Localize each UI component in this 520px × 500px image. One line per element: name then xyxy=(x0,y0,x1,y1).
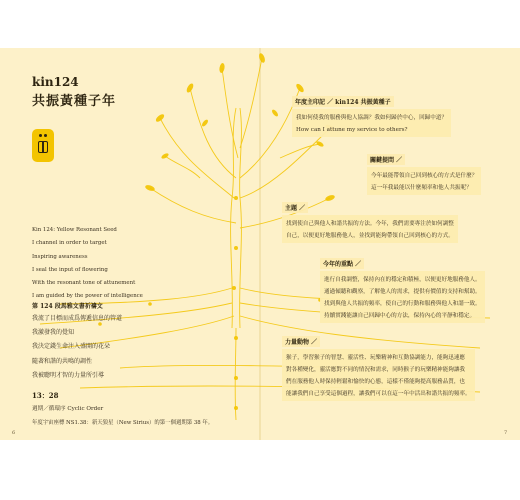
kin-code: kin124 xyxy=(32,75,79,89)
annual-seal-block xyxy=(292,96,451,137)
key-question-line: 今年最能帶領自己回到核心的方式是什麼？ xyxy=(371,173,478,179)
glyph-dot xyxy=(44,134,47,137)
prayer-chinese xyxy=(32,312,122,383)
glyph-bar xyxy=(42,141,44,153)
theme-heading: 主題 ／ xyxy=(282,202,308,213)
power-animal-line: 猴子，學習猴子的智慧、靈活性、玩樂精神和互動協調能力，能夠迅速應 xyxy=(286,355,466,361)
focus-line: 找到與他人共振的頻率，使自己的行動和服務與他人和諧一致。 xyxy=(324,301,481,307)
affirmation-line: I seal the input of flowering xyxy=(32,266,108,273)
power-animal-line: 能讓我們自己享受這個過程，讓我們可以在這一年中活出和諧共振的頻率。 xyxy=(286,391,471,397)
power-animal-line: 們在服務他人時保持輕鬆和愉快的心態，這樣不僅能夠提高服務品質，也 xyxy=(286,379,466,385)
theme-line: 自己，以便更好地服務他人，並找到能夠帶領自己回到核心的方式。 xyxy=(286,233,454,239)
prayer-line: 我被聰明才智的力量所引導 xyxy=(32,371,105,379)
prayer-line: 我決定錢生命注入盛開的花朵 xyxy=(32,343,111,351)
affirmation-line: With the resonant tone of attunement xyxy=(32,280,136,287)
power-animal-line: 對各種變化，靈活應對不同的情況和需求，同時猴子的玩樂精神能夠讓我 xyxy=(286,367,466,373)
affirmation-line: I am guided by the power of intelligence xyxy=(32,293,143,300)
theme-block xyxy=(282,202,458,243)
annual-seal-line: 我如何使我的服務與他人協調？我如何歸於中心，回歸中道？ xyxy=(296,115,448,121)
key-question-block xyxy=(367,154,481,195)
page-number-left: 6 xyxy=(12,430,16,436)
power-animal-block xyxy=(282,336,475,401)
yellow-seed-glyph-icon xyxy=(32,129,54,162)
key-question-line: 這一年我最能以什麼頻率和他人共振呢？ xyxy=(371,185,472,191)
annual-seal-line: How can I attune my service to others? xyxy=(296,127,408,133)
focus-heading: 今年的重點 ／ xyxy=(320,258,364,269)
annual-seal-heading: 年度主印記 ／ kin124 共振黃種子 xyxy=(292,96,394,107)
glyph-dot xyxy=(39,134,42,137)
affirmation-line: I channel in order to target xyxy=(32,240,107,247)
cycle-number: 13：28 xyxy=(32,391,59,400)
affirmation-line: Inspiring awareness xyxy=(32,253,88,260)
prayer-line: 隨著和諧的共鳴的調性 xyxy=(32,357,93,365)
prayer-line: 我激發我的覺知 xyxy=(32,329,75,337)
focus-line: 進行自我調整，保持內在的穩定和積極，以便更好地服務他人。 xyxy=(324,277,481,283)
cycle-title: 週期／循環序 Cyclic Order xyxy=(32,406,104,412)
focus-line: 通過傾聽和觀察，了解他人的需求，提供有價值的支持和幫助。 xyxy=(324,289,481,295)
focus-line: 持續實踐能讓自己回歸中心的方法，保持內心的平靜和穩定。 xyxy=(324,313,476,319)
key-question-heading: 關鍵提問 ／ xyxy=(367,154,405,165)
theme-line: 找到使自己與他人和諧共振的方法。今年，我們需要專注於如何調整 xyxy=(286,221,454,227)
affirmation-line: Kin 124: Yellow Resonant Seed xyxy=(32,227,117,233)
power-animal-heading: 力量動物 ／ xyxy=(282,336,320,347)
page-number-right: 7 xyxy=(504,430,508,436)
prayer-heading: 第 124 段馬雅文書祈禱文 xyxy=(32,303,103,310)
page-title: 共振黃種子年 xyxy=(32,94,117,109)
focus-block xyxy=(320,258,485,323)
prayer-line: 我流了目標而成爲傳遞信息的管道 xyxy=(32,315,123,322)
book-spread xyxy=(0,48,520,440)
cycle-text: 年度宇宙座標 NS1.38：新天狼星（New Sirius）的第一個週期第 38 年。 xyxy=(32,420,214,426)
affirmation-english xyxy=(32,224,143,304)
